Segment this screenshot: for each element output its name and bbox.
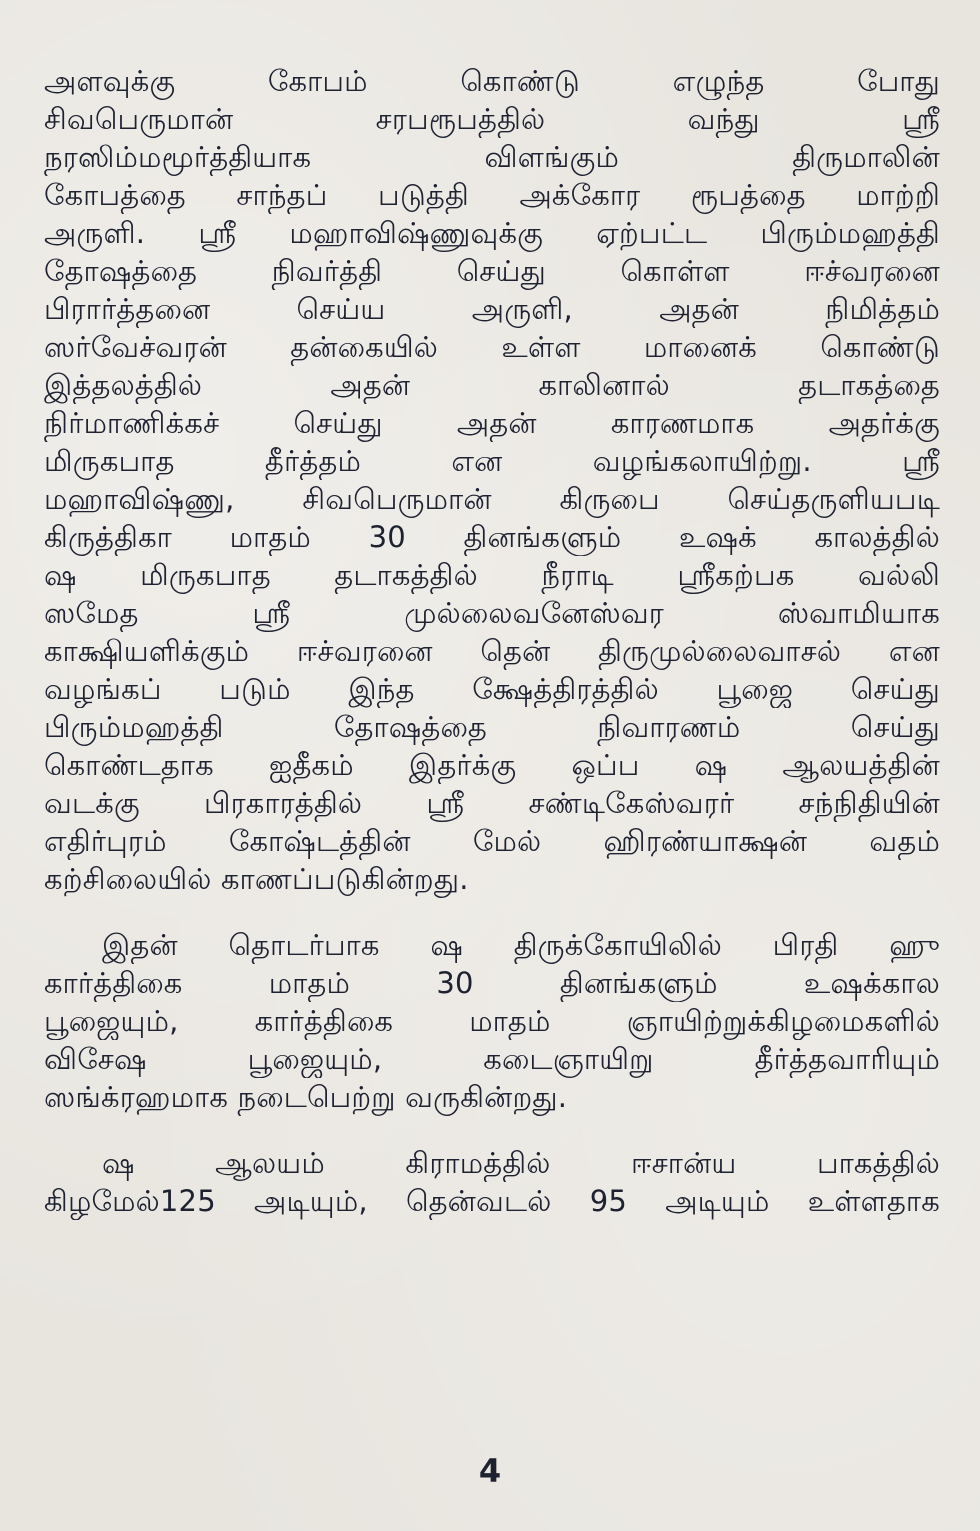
text-line: ஸமேத ஸ்ரீ முல்லைவனேஸ்வர ஸ்வாமியாக <box>44 596 940 630</box>
text-line: பூஜையும், கார்த்திகை மாதம் ஞாயிற்றுக்கிழமைகளில் <box>44 1004 940 1038</box>
text-line: கார்த்திகை மாதம் 30 தினங்களும் உஷக்கால <box>44 966 940 1000</box>
text-line: கொண்டதாக ஐதீகம் இதர்க்கு ஒப்ப ஷ ஆலயத்தின் <box>44 748 940 782</box>
text-line: ஸர்வேச்வரன் தன்கையில் உள்ள மானைக் கொண்டு <box>44 330 940 364</box>
paragraph-3 <box>44 1144 940 1220</box>
text-line: இதன் தொடர்பாக ஷ திருக்கோயிலில் பிரதி ஹு <box>102 928 940 962</box>
text-line: சிவபெருமான் சரபரூபத்தில் வந்து ஸ்ரீ <box>44 102 940 136</box>
text-line: கிழமேல்125 அடியும், தென்வடல் 95 அடியும் உள்ளதாக <box>44 1184 940 1218</box>
text-line: பிரார்த்தனை செய்ய அருளி, அதன் நிமித்தம் <box>44 292 940 326</box>
paragraph-gap <box>44 898 940 926</box>
text-line: வடக்கு பிரகாரத்தில் ஸ்ரீ சண்டிகேஸ்வரர் சந்நிதியின் <box>44 786 940 820</box>
text-line: கற்சிலையில் காணப்படுகின்றது. <box>44 862 469 896</box>
text-line: தோஷத்தை நிவர்த்தி செய்து கொள்ள ஈச்வரனை <box>44 254 940 288</box>
text-line: இத்தலத்தில் அதன் காலினால் தடாகத்தை <box>44 368 940 402</box>
text-line: எதிர்புரம் கோஷ்டத்தின் மேல் ஹிரண்யாக்ஷன் வதம் <box>44 824 940 858</box>
text-line: வழங்கப் படும் இந்த க்ஷேத்திரத்தில் பூஜை செய்து <box>44 672 940 706</box>
text-line: அருளி. ஸ்ரீ மஹாவிஷ்ணுவுக்கு ஏற்பட்ட பிரும்மஹத்தி <box>44 216 940 250</box>
text-line: பிரும்மஹத்தி தோஷத்தை நிவாரணம் செய்து <box>44 710 940 744</box>
text-line: அளவுக்கு கோபம் கொண்டு எழுந்த போது <box>44 64 940 98</box>
text-line: விசேஷ பூஜையும், கடைஞாயிறு தீர்த்தவாரியும் <box>44 1042 940 1076</box>
text-line: நிர்மாணிக்கச் செய்து அதன் காரணமாக அதர்க்கு <box>44 406 940 440</box>
text-line: ஸங்க்ரஹமாக நடைபெற்று வருகின்றது. <box>44 1080 568 1114</box>
paragraph-2 <box>44 926 940 1116</box>
text-line: மிருகபாத தீர்த்தம் என வழங்கலாயிற்று. ஸ்ரீ <box>44 444 940 478</box>
text-line: ஷ ஆலயம் கிராமத்தில் ஈசான்ய பாகத்தில் <box>102 1146 940 1180</box>
body-text <box>44 62 940 1220</box>
text-line: கோபத்தை சாந்தப் படுத்தி அக்கோர ரூபத்தை மாற்றி <box>44 178 940 212</box>
text-line: கிருத்திகா மாதம் 30 தினங்களும் உஷக் காலத்தில் <box>44 520 940 554</box>
paragraph-1 <box>44 62 940 898</box>
paragraph-gap <box>44 1116 940 1144</box>
text-line: நரஸிம்மமூர்த்தியாக விளங்கும் திருமாலின் <box>44 140 940 174</box>
text-line: காக்ஷியளிக்கும் ஈச்வரனை தென் திருமுல்லைவாசல் என <box>44 634 940 668</box>
text-line: ஷ மிருகபாத தடாகத்தில் நீராடி ஸ்ரீகற்பக வல்லி <box>44 558 940 592</box>
text-line: மஹாவிஷ்ணு, சிவபெருமான் கிருபை செய்தருளியபடி <box>44 482 940 516</box>
page-number: 4 <box>478 1452 502 1490</box>
